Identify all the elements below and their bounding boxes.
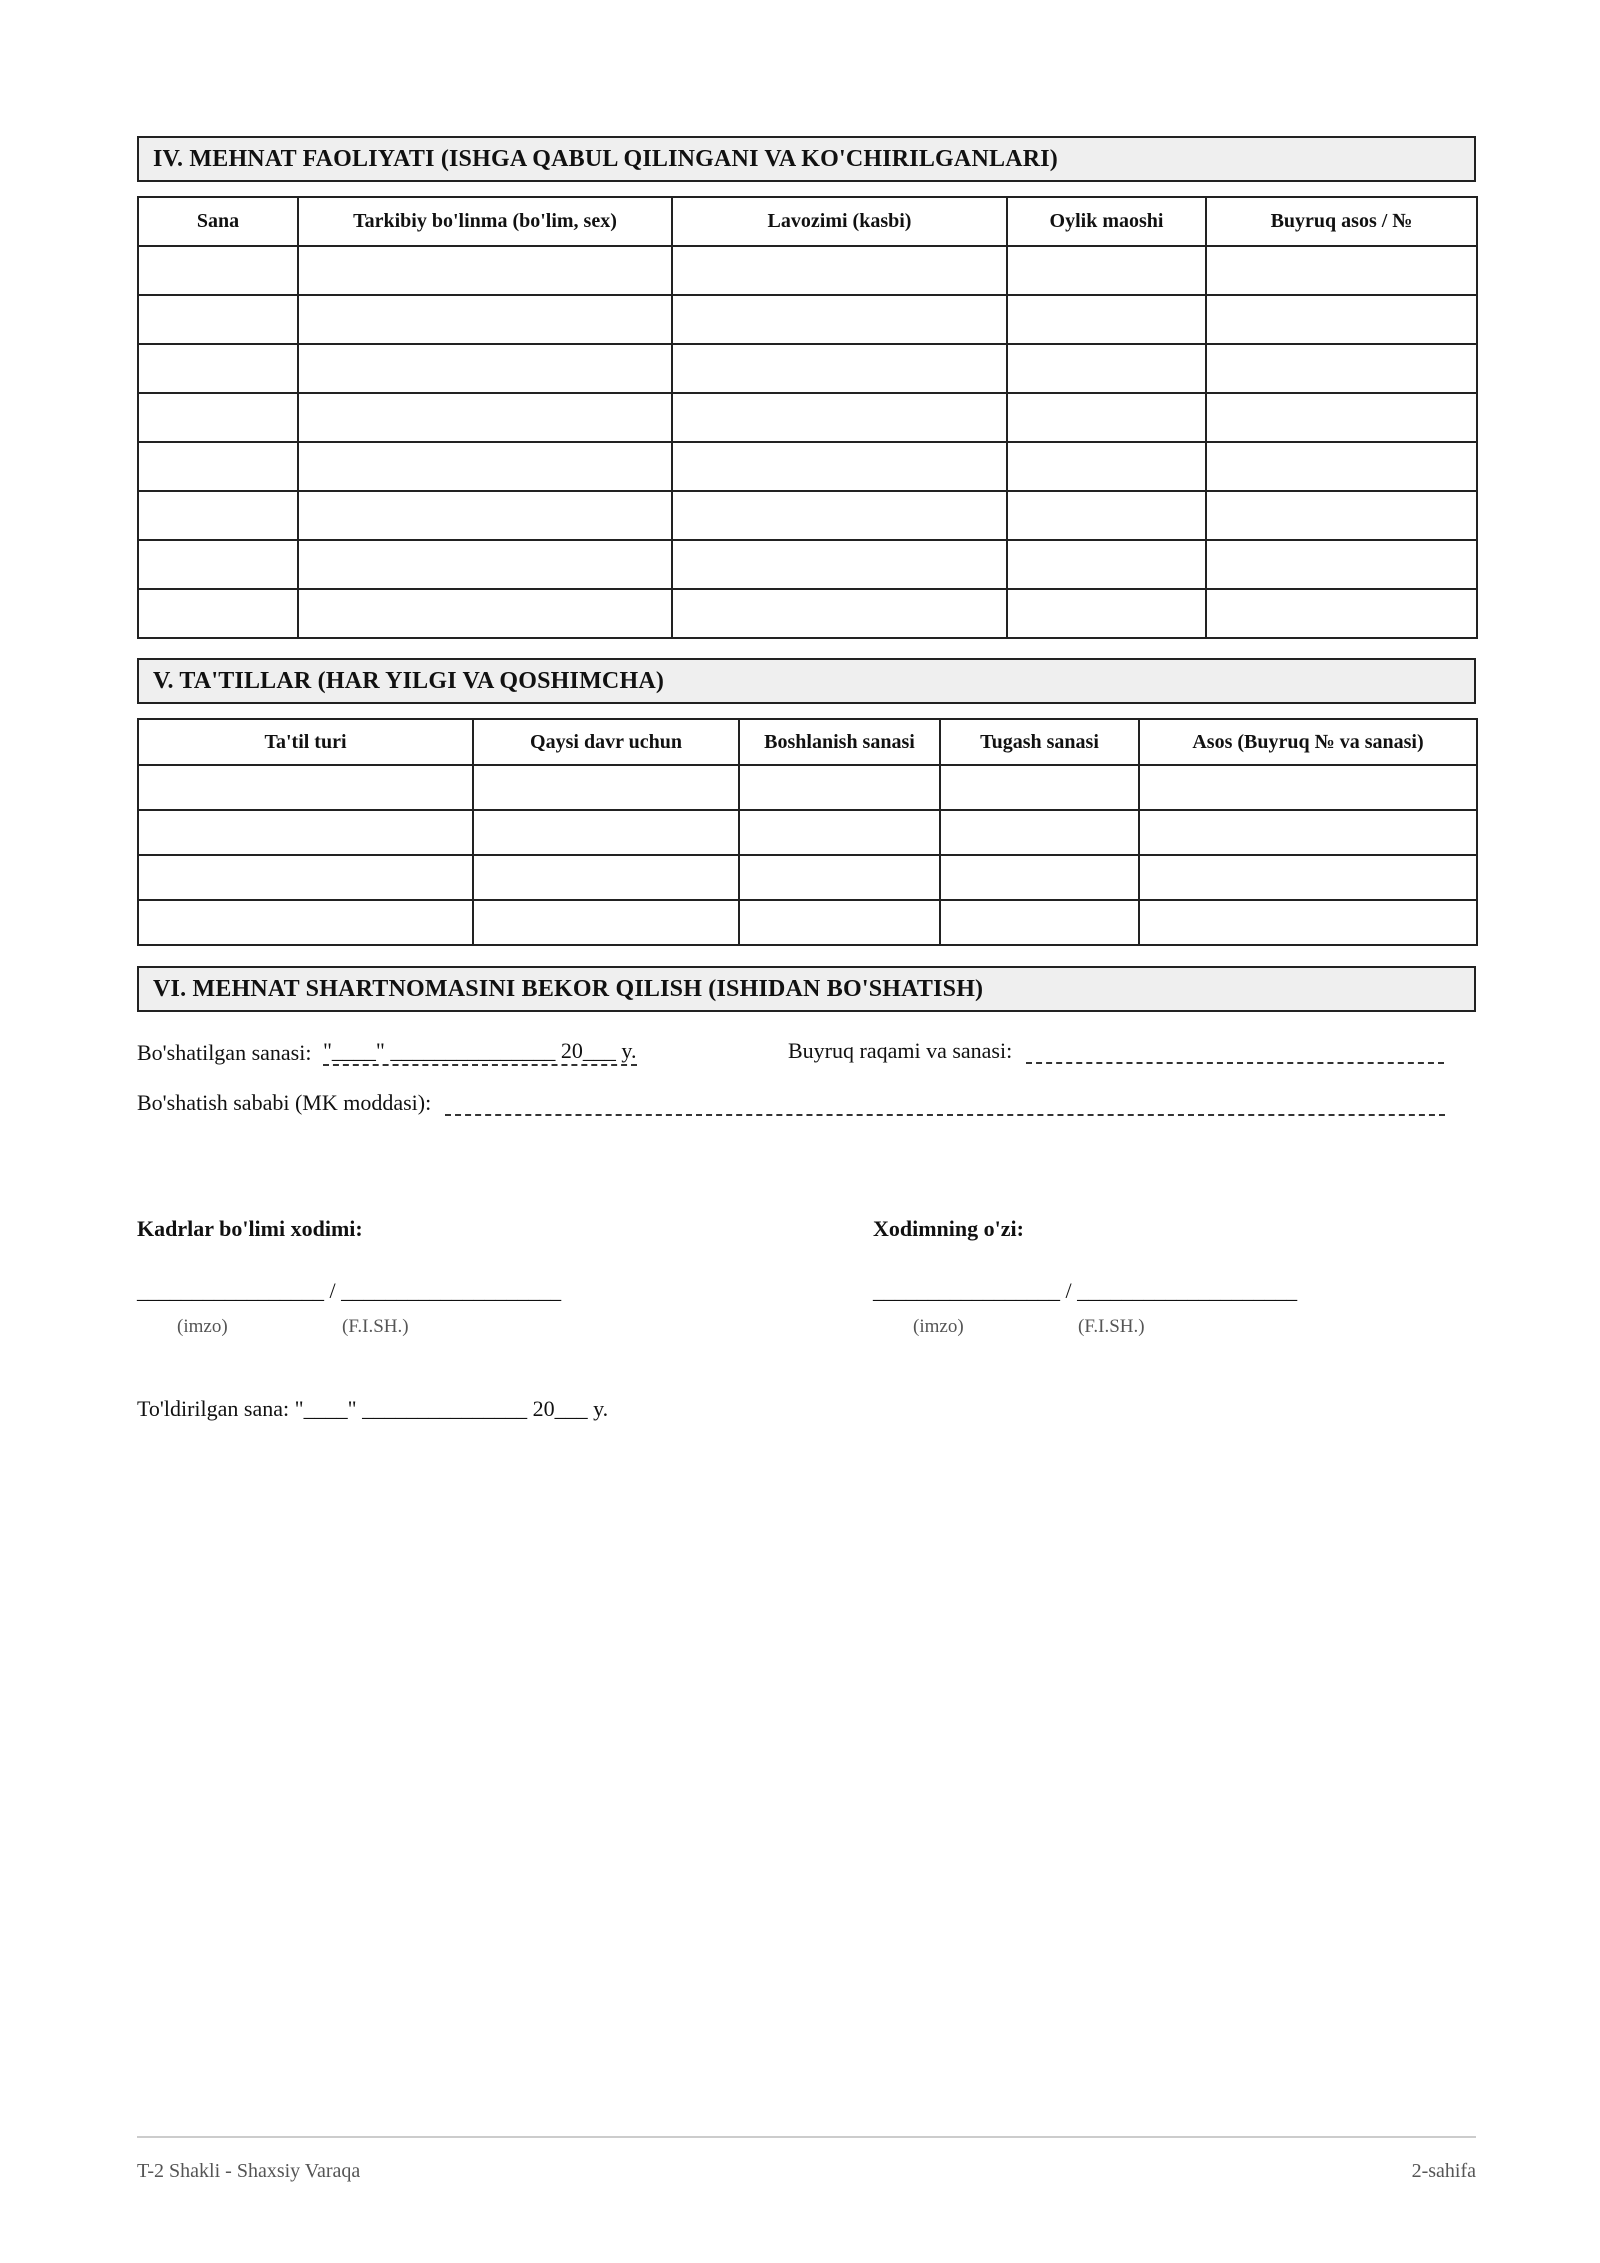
- empty-cell[interactable]: [739, 900, 940, 945]
- hr-name-hint: (F.I.SH.): [342, 1316, 409, 1337]
- table-row: [138, 442, 1477, 491]
- employee-signature-line[interactable]: _________________ / ____________________: [873, 1278, 1298, 1303]
- empty-cell[interactable]: [672, 589, 1007, 638]
- hr-signature-line[interactable]: _________________ / ____________________: [137, 1278, 562, 1303]
- footer-form-name: T-2 Shakli - Shaxsiy Varaqa: [137, 2160, 361, 2182]
- employee-label: Xodimning o'zi:: [873, 1216, 1024, 1241]
- table-row: [138, 765, 1477, 810]
- empty-cell[interactable]: [1139, 855, 1477, 900]
- table-row: [138, 900, 1477, 945]
- reason-label: Bo'shatish sababi (MK moddasi):: [137, 1090, 432, 1115]
- table-row: [138, 810, 1477, 855]
- table-header-row: [138, 197, 1477, 246]
- empty-cell[interactable]: [138, 246, 298, 295]
- empty-cell[interactable]: [138, 765, 473, 810]
- empty-cell[interactable]: [138, 810, 473, 855]
- empty-cell[interactable]: [1139, 810, 1477, 855]
- footer-page-number: 2-sahifa: [1411, 2160, 1476, 2182]
- table-row: [138, 393, 1477, 442]
- order-label: Buyruq raqami va sanasi:: [788, 1038, 1013, 1063]
- filled-date[interactable]: To'ldirilgan sana: "____" _______________ 20___ y.: [137, 1396, 609, 1421]
- empty-cell[interactable]: [672, 442, 1007, 491]
- empty-cell[interactable]: [672, 246, 1007, 295]
- empty-cell[interactable]: [940, 765, 1139, 810]
- empty-cell[interactable]: [1007, 442, 1206, 491]
- empty-cell[interactable]: [298, 540, 672, 589]
- empty-cell[interactable]: [138, 491, 298, 540]
- dismissal-date-row: [137, 1038, 637, 1066]
- empty-cell[interactable]: [1206, 540, 1477, 589]
- table-row: [138, 589, 1477, 638]
- empty-cell[interactable]: [739, 810, 940, 855]
- empty-cell[interactable]: [298, 589, 672, 638]
- empty-cell[interactable]: [138, 589, 298, 638]
- empty-cell[interactable]: [672, 540, 1007, 589]
- empty-cell[interactable]: [298, 295, 672, 344]
- empty-cell[interactable]: [672, 491, 1007, 540]
- empty-cell[interactable]: [138, 442, 298, 491]
- employment-table: [137, 196, 1478, 639]
- empty-cell[interactable]: [473, 855, 739, 900]
- empty-cell[interactable]: [1206, 344, 1477, 393]
- column-header: Oylik maoshi: [1007, 197, 1206, 246]
- employee-name-hint: (F.I.SH.): [1078, 1316, 1145, 1337]
- empty-cell[interactable]: [1139, 765, 1477, 810]
- empty-cell[interactable]: [1206, 442, 1477, 491]
- column-header: Boshlanish sanasi: [739, 719, 940, 765]
- empty-cell[interactable]: [1206, 491, 1477, 540]
- column-header: Buyruq asos / №: [1206, 197, 1477, 246]
- empty-cell[interactable]: [138, 855, 473, 900]
- column-header: Lavozimi (kasbi): [672, 197, 1007, 246]
- empty-cell[interactable]: [138, 295, 298, 344]
- empty-cell[interactable]: [298, 344, 672, 393]
- column-header: Qaysi davr uchun: [473, 719, 739, 765]
- empty-cell[interactable]: [940, 900, 1139, 945]
- empty-cell[interactable]: [1007, 491, 1206, 540]
- column-header: Ta'til turi: [138, 719, 473, 765]
- empty-cell[interactable]: [940, 810, 1139, 855]
- section-4-title: IV. MEHNAT FAOLIYATI (ISHGA QABUL QILINGANI VA KO'CHIRILGANLARI): [137, 136, 1476, 182]
- empty-cell[interactable]: [1007, 589, 1206, 638]
- table-row: [138, 540, 1477, 589]
- empty-cell[interactable]: [1206, 295, 1477, 344]
- table-row: [138, 855, 1477, 900]
- empty-cell[interactable]: [298, 246, 672, 295]
- empty-cell[interactable]: [1206, 246, 1477, 295]
- empty-cell[interactable]: [138, 900, 473, 945]
- section-6-title: VI. MEHNAT SHARTNOMASINI BEKOR QILISH (ISHIDAN BO'SHATISH): [137, 966, 1476, 1012]
- empty-cell[interactable]: [672, 344, 1007, 393]
- empty-cell[interactable]: [473, 900, 739, 945]
- empty-cell[interactable]: [1139, 900, 1477, 945]
- employee-signature-hint: (imzo): [913, 1316, 964, 1337]
- column-header: Tugash sanasi: [940, 719, 1139, 765]
- table-row: [138, 246, 1477, 295]
- empty-cell[interactable]: [1007, 540, 1206, 589]
- hr-signature-hint: (imzo): [177, 1316, 228, 1337]
- empty-cell[interactable]: [298, 491, 672, 540]
- empty-cell[interactable]: [1007, 295, 1206, 344]
- empty-cell[interactable]: [1007, 246, 1206, 295]
- empty-cell[interactable]: [940, 855, 1139, 900]
- empty-cell[interactable]: [672, 295, 1007, 344]
- order-row: [788, 1038, 1444, 1064]
- empty-cell[interactable]: [473, 765, 739, 810]
- table-header-row: [138, 719, 1477, 765]
- empty-cell[interactable]: [672, 393, 1007, 442]
- column-header: Sana: [138, 197, 298, 246]
- empty-cell[interactable]: [739, 765, 940, 810]
- section-5-title: V. TA'TILLAR (HAR YILGI VA QOSHIMCHA): [137, 658, 1476, 704]
- hr-officer-label: Kadrlar bo'limi xodimi:: [137, 1216, 363, 1241]
- empty-cell[interactable]: [298, 393, 672, 442]
- empty-cell[interactable]: [298, 442, 672, 491]
- footer-divider: [137, 2136, 1476, 2138]
- reason-field[interactable]: [445, 1092, 1445, 1116]
- table-row: [138, 491, 1477, 540]
- order-field[interactable]: [1026, 1040, 1444, 1064]
- empty-cell[interactable]: [138, 540, 298, 589]
- empty-cell[interactable]: [138, 393, 298, 442]
- column-header: Tarkibiy bo'linma (bo'lim, sex): [298, 197, 672, 246]
- dismissal-date-label: Bo'shatilgan sanasi:: [137, 1040, 312, 1065]
- table-row: [138, 295, 1477, 344]
- empty-cell[interactable]: [1206, 393, 1477, 442]
- empty-cell[interactable]: [739, 855, 940, 900]
- empty-cell[interactable]: [1007, 393, 1206, 442]
- empty-cell[interactable]: [1007, 344, 1206, 393]
- empty-cell[interactable]: [473, 810, 739, 855]
- table-row: [138, 344, 1477, 393]
- vacations-table: [137, 718, 1478, 946]
- column-header: Asos (Buyruq № va sanasi): [1139, 719, 1477, 765]
- empty-cell[interactable]: [138, 344, 298, 393]
- reason-row: [137, 1090, 1445, 1116]
- dismissal-date-field[interactable]: "____" _______________ 20___ y.: [323, 1038, 637, 1066]
- empty-cell[interactable]: [1206, 589, 1477, 638]
